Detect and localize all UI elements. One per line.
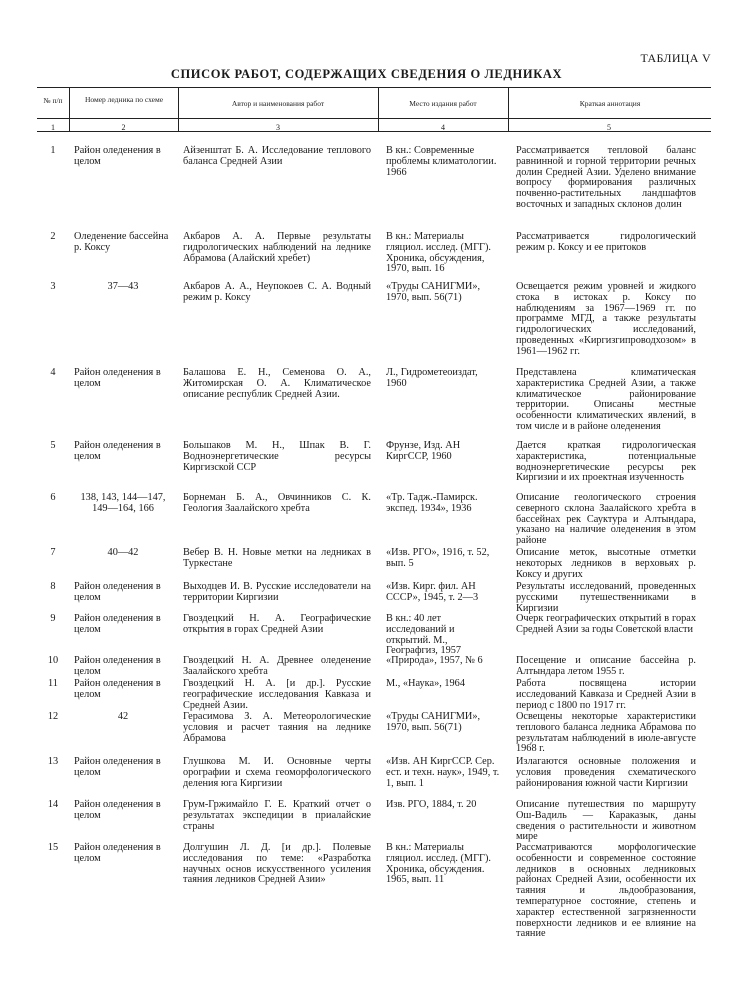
glacier-scheme-number: 37—43 (107, 281, 139, 292)
annotation: Работа посвящена истории исследований Кавказа и Средней Азии в период с 1800 по 1917 гг. (516, 678, 696, 711)
glacier-scheme-number: Район оледенения в целом (74, 842, 161, 864)
publication-place: «Тр. Тадж.-Памирск. экспед. 1934», 1936 (386, 492, 478, 514)
publication-place: «Изв. АН КиргССР. Сер. ест. и техн. наук», 1949, т. 1, вып. 1 (386, 756, 500, 789)
row-number: 5 (50, 440, 56, 451)
annotation: Дается краткая гидрологическая характеристика, потенциальные водноэнергетические ресурсы рек Киргизии и их проектная изученность (516, 440, 696, 484)
row-number: 12 (47, 711, 59, 722)
glacier-scheme-number: Район оледенения в целом (74, 756, 161, 778)
publication-place: Л., Гидрометеоиздат, 1960 (386, 367, 478, 389)
publication-place: В кн.: Материалы гляциол. исслед. (МГГ). Хроника, обсуждения. 1965, вып. 11 (386, 842, 491, 886)
author-and-title: Балашова Е. Н., Семенова О. А., Житомирская О. А. Климатическое описание республик Средней Азии. (183, 367, 371, 400)
annotation: Очерк географических открытий в горах Средней Азии за годы Советской власти (516, 613, 696, 635)
row-number: 14 (47, 799, 59, 810)
row-number: 3 (50, 281, 56, 292)
annotation: Посещение и описание бассейна р. Алтындара летом 1955 г. (516, 655, 696, 677)
column-number: 3 (276, 123, 280, 132)
row-number: 7 (50, 547, 56, 558)
publication-place: «Труды САНИГМИ», 1970, вып. 56(71) (386, 711, 481, 733)
row-number: 4 (50, 367, 56, 378)
publication-place: Фрунзе, Изд. АН КиргССР, 1960 (386, 440, 461, 462)
author-and-title: Большаков М. Н., Шпак В. Г. Водноэнергетические ресурсы Киргизской ССР (183, 440, 371, 473)
author-and-title: Гвоздецкий Н. А. Географические открытия в горах Средней Азии (183, 613, 371, 635)
column-number: 4 (441, 123, 445, 132)
glacier-scheme-number: Район оледенения в целом (74, 799, 161, 821)
author-and-title: Герасимова З. А. Метеорологические условия и расчет таяния на леднике Абрамова (183, 711, 371, 744)
glacier-scheme-number: Район оледенения в целом (74, 367, 161, 389)
header-divider (37, 118, 711, 119)
column-number: 5 (607, 123, 611, 132)
publication-place: «Изв. РГО», 1916, т. 52, вып. 5 (386, 547, 490, 569)
annotation: Рассматривается гидрологический режим р. Коксу и ее притоков (516, 231, 696, 253)
annotation: Описание геологического строения северного склона Заалайского хребта в бассейнах рек Сауктура и Алтындара, указано на наличие оледенения в этом районе (516, 492, 696, 547)
annotation: Рассматриваются морфологические особенности и современное состояние ледников в основных ледниковых районах Средней Азии, особенности их таяния и льдообразования, температурное состояние, степень и характер естественной загрязненности поверхности ледников и ее влияние на таяние (516, 842, 696, 940)
author-and-title: Грум-Гржимайло Г. Е. Краткий отчет о результатах экспедиции в приалайские страны (183, 799, 371, 832)
glacier-scheme-number: Район оледенения в целом (74, 581, 161, 603)
glacier-scheme-number: Оледенение бассейна р. Коксу (74, 231, 169, 253)
column-header: Автор и наименования работ (231, 99, 325, 108)
row-number: 1 (50, 145, 56, 156)
glacier-scheme-number: Район оледенения в целом (74, 440, 161, 462)
annotation: Описание путешествия по маршруту Ош-Вадиль — Караказык, даны сведения о растительности и животном мире (516, 799, 696, 843)
column-header: Номер ледника по схеме (84, 95, 164, 104)
author-and-title: Айзенштат Б. А. Исследование теплового баланса Средней Азии (183, 145, 371, 167)
table-label: ТАБЛИЦА V (640, 51, 711, 65)
author-and-title: Акбаров А. А., Неупокоев С. А. Водный режим р. Коксу (183, 281, 371, 303)
column-header: № п/п (43, 96, 63, 105)
author-and-title: Борнеман Б. А., Овчинников С. К. Геология Заалайского хребта (183, 492, 371, 514)
publication-place: М., «Наука», 1964 (386, 678, 465, 689)
publication-place: В кн.: Современные проблемы климатологии. 1966 (386, 145, 497, 178)
column-header: Краткая аннотация (579, 99, 641, 108)
author-and-title: Глушкова М. И. Основные черты орографии и схема геоморфологического деления юга Киргизии (183, 756, 371, 789)
row-number: 10 (47, 655, 59, 666)
annotation: Результаты исследований, проведенных русскими путешественниками в Киргизии (516, 581, 696, 614)
author-and-title: Гвоздецкий Н. А. [и др.]. Русские географические исследования Кавказа и Средней Азии. (183, 678, 371, 711)
row-number: 6 (50, 492, 56, 503)
row-number: 13 (47, 756, 59, 767)
row-number: 8 (50, 581, 56, 592)
annotation: Рассматривается тепловой баланс равнинной и горной территории речных долин Средней Азии. Уделено внимание вопросу формирования различных почвенно-растительных ландшафтов восточных и западных склонов долин (516, 145, 696, 210)
publication-place: В кн.: 40 лет исследований и открытий. М., Географгиз, 1957 (386, 613, 462, 657)
publication-place: Изв. РГО, 1884, т. 20 (386, 799, 477, 810)
row-number: 15 (47, 842, 59, 853)
annotation: Освещены некоторые характеристики теплового баланса ледника Абрамова по результатам наблюдений в июле-августе 1968 г. (516, 711, 696, 755)
glacier-scheme-number: 42 (117, 711, 129, 722)
column-number: 2 (121, 123, 126, 132)
publication-place: «Изв. Кирг. фил. АН СССР», 1945, т. 2—3 (386, 581, 479, 603)
table-top-border (37, 87, 711, 88)
column-number: 1 (51, 123, 55, 132)
page-title: СПИСОК РАБОТ, СОДЕРЖАЩИХ СВЕДЕНИЯ О ЛЕДНИКАХ (170, 67, 563, 81)
row-number: 9 (50, 613, 56, 624)
annotation: Излагаются основные положения и условия проведения схематического районирования южной части Киргизии (516, 756, 696, 789)
row-number: 2 (50, 231, 56, 242)
annotation: Описание меток, высотные отметки некоторых ледников в верховьях р. Коксу и других (516, 547, 696, 580)
glacier-scheme-number: 40—42 (107, 547, 139, 558)
author-and-title: Вебер В. Н. Новые метки на ледниках в Туркестане (183, 547, 371, 569)
annotation: Освещается режим уровней и жидкого стока в истоках р. Коксу по наблюдениям за 1967—1969 гг. по программе МГД, а также результаты гидрологических исследований, проведенных «Киргизгипроводхозом» в 1961—1962 гг. (516, 281, 696, 357)
author-and-title: Гвоздецкий Н. А. Древнее оледенение Заалайского хребта (183, 655, 371, 677)
publication-place: В кн.: Материалы гляциол. исслед. (МГГ). Хроника, обсуждения, 1970, вып. 16 (386, 231, 491, 275)
glacier-scheme-number: Район оледенения в целом (74, 145, 161, 167)
author-and-title: Долгушин Л. Д. [и др.]. Полевые исследования по теме: «Разработка научных основ искусственного усиления таяния ледников Средней Азии» (183, 842, 371, 886)
glacier-scheme-number: Район оледенения в целом (74, 655, 161, 677)
author-and-title: Выходцев И. В. Русские исследователи на территории Киргизии (183, 581, 371, 603)
row-number: 11 (48, 678, 58, 689)
annotation: Представлена климатическая характеристика Средней Азии, а также климатическое районирование территории. Описаны местные особенности климатических явлений, в том числе и в районе оледенения (516, 367, 696, 432)
publication-place: «Труды САНИГМИ», 1970, вып. 56(71) (386, 281, 481, 303)
glacier-scheme-number: Район оледенения в целом (74, 613, 161, 635)
column-header: Место издания работ (409, 99, 477, 108)
author-and-title: Акбаров А. А. Первые результаты гидрологических наблюдений на леднике Абрамова (Алайский хребет) (183, 231, 371, 264)
glacier-scheme-number: 138, 143, 144—147, 149—164, 166 (80, 492, 166, 514)
publication-place: «Природа», 1957, № 6 (386, 655, 483, 666)
glacier-scheme-number: Район оледенения в целом (74, 678, 161, 700)
